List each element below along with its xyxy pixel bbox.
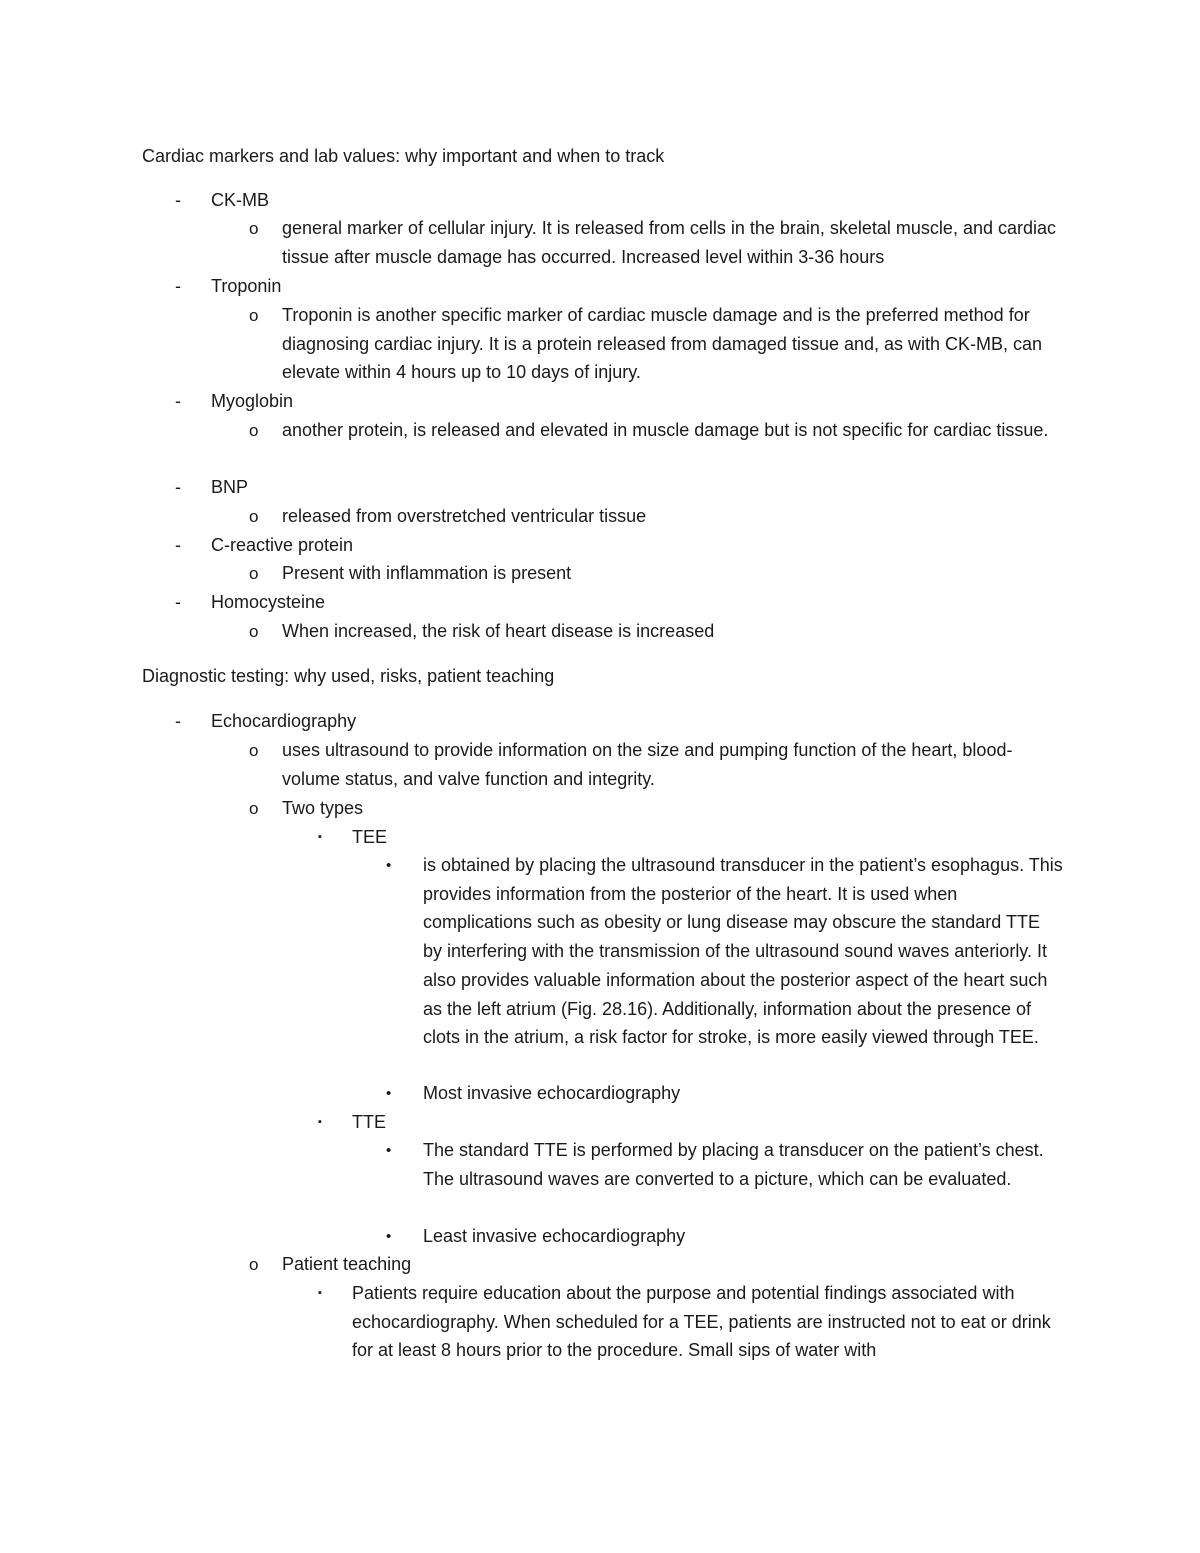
circle-marker: o [249,219,259,238]
list-item-patient-teaching-detail [0,1279,1200,1361]
list-item-tte [0,1108,1200,1137]
item-label: C-reactive protein [211,535,354,555]
list-item-ck-mb-detail [0,214,1200,267]
dash-marker: - [175,477,181,497]
circle-marker: o [249,799,259,818]
list-item-myoglobin-detail [0,416,1200,445]
list-item-c-reactive-protein [0,531,1200,560]
item-detail: Patients require education about the purpose and potential findings associated with echocardiography. When scheduled for a TEE, patients are instructed not to eat or drink for at least 8 hours prior to the procedure. Small sips of water with [352,1283,1051,1361]
list-item-c-reactive-protein-detail [0,559,1200,588]
circle-marker: o [249,507,259,526]
list-item-bnp-detail [0,502,1200,531]
item-detail: Least invasive echocardiography [423,1226,686,1246]
item-detail: another protein, is released and elevated in muscle damage but is not specific for cardiac tissue. [282,420,1049,440]
item-label: Homocysteine [211,592,326,612]
list-item-ck-mb [0,186,1200,215]
dash-marker: - [175,711,181,731]
list-item-tee-desc [0,851,1200,1048]
bullet-marker: • [386,1228,392,1245]
item-detail: The standard TTE is performed by placing a transducer on the patient’s chest. The ultrasound waves are converted to a picture, which can be evaluated. [423,1140,1044,1189]
dash-marker: - [175,276,181,296]
item-detail: uses ultrasound to provide information on the size and pumping function of the heart, blood-volume status, and valve function and integrity. [282,740,1013,789]
list-item-homocysteine [0,588,1200,617]
item-detail: general marker of cellular injury. It is released from cells in the brain, skeletal muscle, and cardiac tissue after muscle damage has occurred. Increased level within 3-36 hours [282,218,1056,267]
item-label: Troponin [211,276,282,296]
list-item-tee-invasive [0,1079,1200,1108]
item-detail: Most invasive echocardiography [423,1083,681,1103]
item-detail: released from overstretched ventricular tissue [282,506,647,526]
list-item-tee [0,823,1200,852]
list-item-troponin-detail [0,301,1200,383]
circle-marker: o [249,564,259,583]
list-item-patient-teaching [0,1250,1200,1279]
section-heading-cardiac-markers: Cardiac markers and lab values: why important and when to track [142,146,665,166]
item-label: Echocardiography [211,711,357,731]
item-label: CK-MB [211,190,269,210]
section-heading-diagnostic-testing: Diagnostic testing: why used, risks, patient teaching [142,666,555,686]
dash-marker: - [175,391,181,411]
dash-marker: - [175,592,181,612]
item-detail: Two types [282,798,364,818]
list-item-echocardiography [0,707,1200,736]
item-detail: Troponin is another specific marker of cardiac muscle damage and is the preferred method for diagnosing cardiac injury. It is a protein released from damaged tissue and, as with CK-MB, can elevate within 4 hours up to 10 days of injury. [282,305,1043,383]
bullet-marker: • [386,1142,392,1159]
dash-marker: - [175,190,181,210]
list-item-myoglobin [0,387,1200,416]
square-marker: ▪ [318,1287,322,1299]
circle-marker: o [249,1255,259,1274]
item-detail: Present with inflammation is present [282,563,572,583]
list-item-two-types [0,794,1200,823]
square-marker: ▪ [318,831,322,843]
list-item-bnp [0,473,1200,502]
list-item-tte-desc [0,1136,1200,1189]
circle-marker: o [249,421,259,440]
list-item-homocysteine-detail [0,617,1200,646]
circle-marker: o [249,306,259,325]
bullet-marker: • [386,1085,392,1102]
item-label: BNP [211,477,249,497]
item-detail: When increased, the risk of heart disease is increased [282,621,715,641]
circle-marker: o [249,741,259,760]
bullet-marker: • [386,857,392,874]
item-label: TTE [352,1112,386,1132]
item-label: Myoglobin [211,391,294,411]
square-marker: ▪ [318,1116,322,1128]
list-item-troponin [0,272,1200,301]
list-item-tte-invasive [0,1222,1200,1251]
list-item-echo-purpose [0,736,1200,789]
item-label: TEE [352,827,388,847]
item-detail: Patient teaching [282,1254,412,1274]
dash-marker: - [175,535,181,555]
circle-marker: o [249,622,259,641]
item-detail: is obtained by placing the ultrasound transducer in the patient’s esophagus. This provides information from the posterior of the heart. It is used when complications such as obesity or lung disease may obscure the standard TTE by interfering with the transmission of the ultrasound sound waves anteriorly. It also provides valuable information about the posterior aspect of the heart such as the left atrium (Fig. 28.16). Additionally, information about the presence of clots in the atrium, a risk factor for stroke, is more easily viewed through TEE. [423,855,1063,1048]
